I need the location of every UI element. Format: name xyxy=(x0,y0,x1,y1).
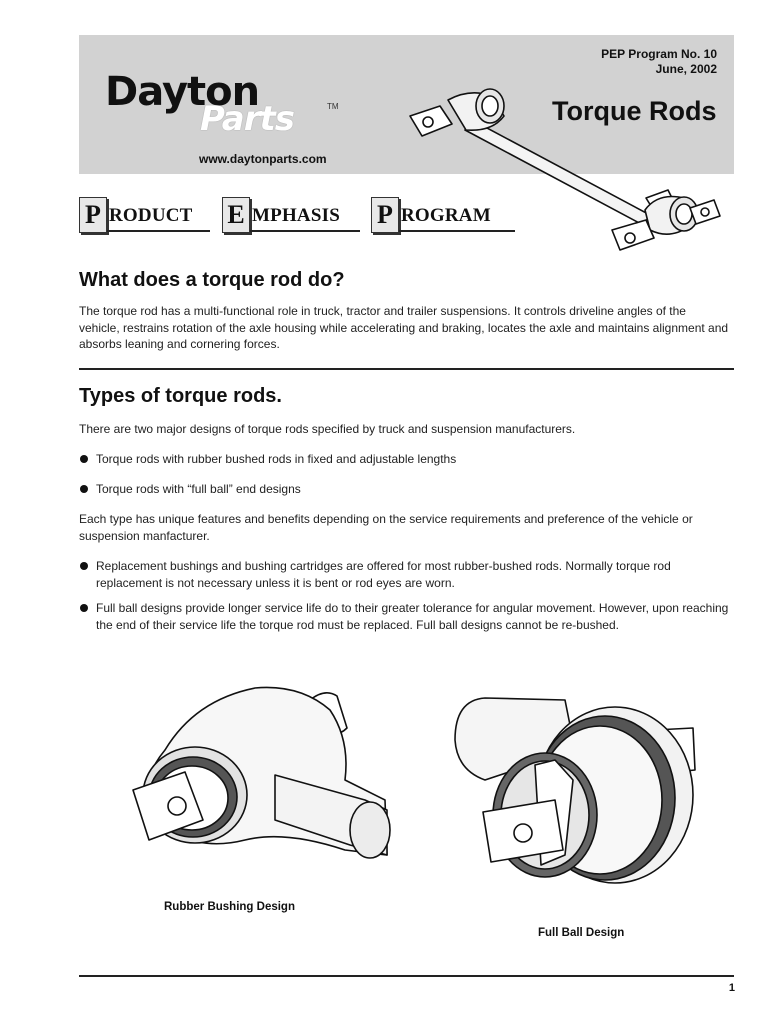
banner-underline xyxy=(250,230,360,232)
torque-rod-illustration xyxy=(400,80,730,260)
dayton-parts-logo xyxy=(105,69,345,142)
list-item: Full ball designs provide longer service life do to their greater tolerance for angular movement. However, upon reaching the end of their service life the torque rod must be replaced. Full ball designs cannot be re-bushed. xyxy=(79,600,729,633)
banner-initial: P xyxy=(371,197,399,233)
logo-secondary-word: Parts xyxy=(200,99,294,139)
full-ball-illustration xyxy=(445,690,705,890)
section-heading-types: Types of torque rods. xyxy=(79,385,282,407)
banner-initial: P xyxy=(79,197,107,233)
banner-underline xyxy=(399,230,515,232)
logo-primary-word: Dayton xyxy=(105,69,260,115)
logo-trademark: TM xyxy=(327,102,339,111)
website-url: www.daytonparts.com xyxy=(199,152,327,166)
document-title: Torque Rods xyxy=(552,96,717,126)
types-benefits-paragraph: Each type has unique features and benefits depending on the service requirements and preference of the vehicle or suspension manfacturer. xyxy=(79,512,693,543)
program-number: PEP Program No. 10 xyxy=(601,47,717,61)
list-item: Torque rods with “full ball” end designs xyxy=(79,481,729,498)
service-notes-list xyxy=(79,558,729,633)
banner-underline xyxy=(107,230,210,232)
list-item: Replacement bushings and bushing cartridges are offered for most rubber-bushed rods. Normally torque rod replacement is not necessary unless it is bent or rod eyes are worn. xyxy=(79,558,729,591)
list-item: Torque rods with rubber bushed rods in fixed and adjustable lengths xyxy=(79,451,729,468)
banner-word-rest: MPHASIS xyxy=(252,205,340,226)
program-meta xyxy=(601,47,717,77)
section-divider xyxy=(79,368,734,370)
full-ball-caption: Full Ball Design xyxy=(538,927,625,939)
banner-word-rest: ROGRAM xyxy=(401,205,491,226)
function-paragraph: The torque rod has a multi-functional role in truck, tractor and trailer suspensions. It controls driveline angles of the vehicle, restrains rotation of the axle housing while accelerating and braking, locates the axle and maintains alignment and absorbs leaning and cornering forces. xyxy=(79,304,729,351)
page-number: 1 xyxy=(728,982,735,994)
rubber-bushing-caption: Rubber Bushing Design xyxy=(164,901,295,913)
program-date: June, 2002 xyxy=(655,62,717,76)
footer-rule xyxy=(79,975,734,977)
rubber-bushing-illustration xyxy=(125,680,400,880)
types-intro-paragraph: There are two major designs of torque rods specified by truck and suspension manufacturers. xyxy=(79,422,576,436)
banner-initial: E xyxy=(222,197,250,233)
section-heading-function: What does a torque rod do? xyxy=(79,269,345,291)
banner-word-rest: RODUCT xyxy=(109,205,193,226)
torque-rod-types-list xyxy=(79,451,729,497)
